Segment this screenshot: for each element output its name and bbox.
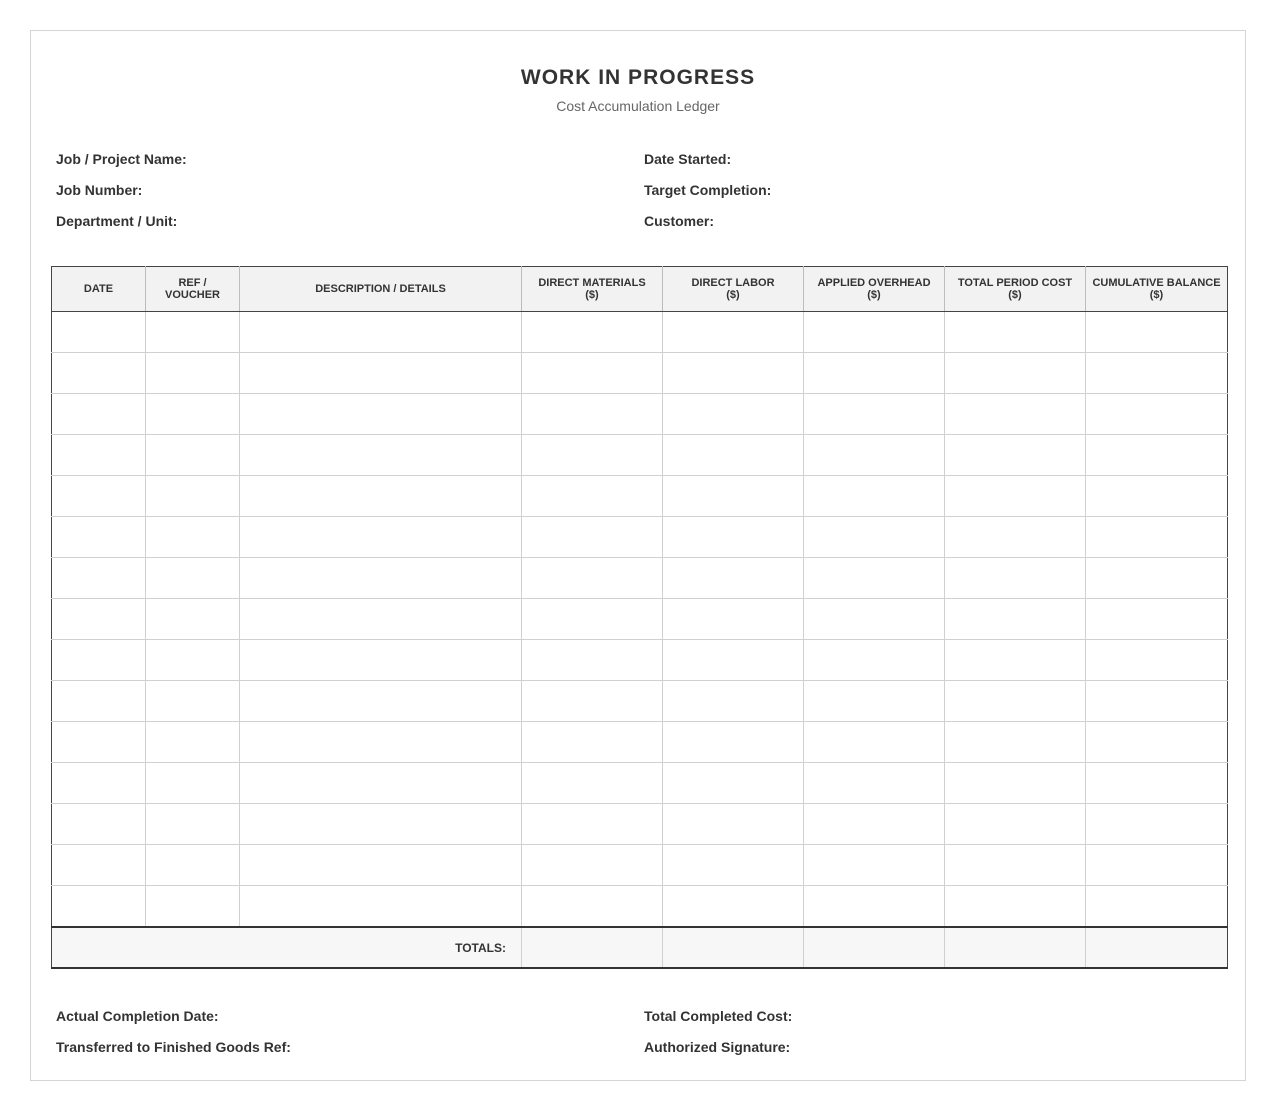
totals-label: TOTALS:	[52, 927, 522, 968]
description-cell[interactable]	[240, 517, 522, 558]
date-cell[interactable]	[52, 722, 146, 763]
ref-voucher-cell[interactable]	[146, 722, 240, 763]
cumulative-balance-cell[interactable]	[1086, 476, 1228, 517]
date-cell[interactable]	[52, 312, 146, 353]
date-cell[interactable]	[52, 804, 146, 845]
total-period-cost-cell[interactable]	[945, 886, 1086, 928]
applied-overhead-cell[interactable]	[804, 312, 945, 353]
actual-completion-date-label: Actual Completion Date:	[56, 1008, 219, 1024]
cumulative-balance-cell[interactable]	[1086, 435, 1228, 476]
description-cell[interactable]	[240, 640, 522, 681]
ref-voucher-cell[interactable]	[146, 845, 240, 886]
table-row	[52, 599, 1228, 640]
job-project-name-label: Job / Project Name:	[56, 151, 187, 167]
totals-direct-labor-cell[interactable]	[663, 927, 804, 968]
direct-labor-cell[interactable]	[663, 312, 804, 353]
total-period-cost-cell[interactable]	[945, 763, 1086, 804]
ref-voucher-cell[interactable]	[146, 312, 240, 353]
total-period-cost-cell[interactable]	[945, 722, 1086, 763]
direct-materials-cell[interactable]	[522, 394, 663, 435]
direct-labor-cell[interactable]	[663, 476, 804, 517]
table-row	[52, 804, 1228, 845]
total-period-cost-cell[interactable]	[945, 681, 1086, 722]
table-row	[52, 517, 1228, 558]
total-period-cost-cell[interactable]	[945, 599, 1086, 640]
ledger-sheet	[30, 30, 1246, 1081]
applied-overhead-cell[interactable]	[804, 763, 945, 804]
page-subtitle: Cost Accumulation Ledger	[556, 98, 720, 114]
cumulative-balance-cell[interactable]	[1086, 763, 1228, 804]
cumulative-balance-cell[interactable]	[1086, 886, 1228, 928]
cumulative-balance-cell[interactable]	[1086, 558, 1228, 599]
table-row	[52, 312, 1228, 353]
date-cell[interactable]	[52, 640, 146, 681]
direct-materials-cell[interactable]	[522, 558, 663, 599]
authorized-signature-label: Authorized Signature:	[644, 1039, 791, 1055]
description-cell[interactable]	[240, 312, 522, 353]
cumulative-balance-cell[interactable]	[1086, 681, 1228, 722]
description-cell[interactable]	[240, 804, 522, 845]
date-cell[interactable]	[52, 886, 146, 928]
applied-overhead-cell[interactable]	[804, 558, 945, 599]
table-row	[52, 845, 1228, 886]
direct-materials-cell[interactable]	[522, 886, 663, 928]
applied-overhead-cell[interactable]	[804, 599, 945, 640]
ref-voucher-cell[interactable]	[146, 476, 240, 517]
cumulative-balance-cell[interactable]	[1086, 353, 1228, 394]
applied-overhead-cell[interactable]	[804, 394, 945, 435]
applied-overhead-cell[interactable]	[804, 476, 945, 517]
ledger-body	[52, 312, 1228, 969]
totals-direct-materials-cell[interactable]	[522, 927, 663, 968]
date-cell[interactable]	[52, 435, 146, 476]
applied-overhead-cell[interactable]	[804, 845, 945, 886]
total-period-cost-cell[interactable]	[945, 804, 1086, 845]
totals-cumulative-balance-cell[interactable]	[1086, 927, 1228, 968]
direct-labor-cell[interactable]	[663, 804, 804, 845]
cost-ledger-table	[51, 266, 1228, 969]
total-period-cost-cell[interactable]	[945, 845, 1086, 886]
direct-labor-cell[interactable]	[663, 558, 804, 599]
target-completion-label: Target Completion:	[644, 182, 772, 198]
total-period-cost-cell[interactable]	[945, 394, 1086, 435]
description-cell[interactable]	[240, 599, 522, 640]
direct-labor-cell[interactable]	[663, 435, 804, 476]
transferred-to-finished-goods-ref-label: Transferred to Finished Goods Ref:	[56, 1039, 291, 1055]
direct-materials-cell[interactable]	[522, 435, 663, 476]
date-cell[interactable]	[52, 599, 146, 640]
direct-materials-cell[interactable]	[522, 353, 663, 394]
applied-overhead-cell[interactable]	[804, 681, 945, 722]
total-period-cost-cell[interactable]	[945, 558, 1086, 599]
column-header-direct-labor: DIRECT LABOR ($)	[663, 267, 804, 312]
direct-labor-cell[interactable]	[663, 517, 804, 558]
cumulative-balance-cell[interactable]	[1086, 394, 1228, 435]
description-cell[interactable]	[240, 845, 522, 886]
table-header-row	[52, 267, 1228, 312]
total-period-cost-cell[interactable]	[945, 476, 1086, 517]
total-completed-cost-label: Total Completed Cost:	[644, 1008, 793, 1024]
total-period-cost-cell[interactable]	[945, 517, 1086, 558]
description-cell[interactable]	[240, 394, 522, 435]
direct-materials-cell[interactable]	[522, 312, 663, 353]
description-cell[interactable]	[240, 476, 522, 517]
date-cell[interactable]	[52, 353, 146, 394]
page-title: WORK IN PROGRESS	[520, 66, 756, 89]
table-row	[52, 394, 1228, 435]
direct-labor-cell[interactable]	[663, 763, 804, 804]
ref-voucher-cell[interactable]	[146, 804, 240, 845]
ref-voucher-cell[interactable]	[146, 599, 240, 640]
customer-label: Customer:	[644, 213, 715, 229]
total-period-cost-cell[interactable]	[945, 640, 1086, 681]
direct-materials-cell[interactable]	[522, 681, 663, 722]
direct-labor-cell[interactable]	[663, 722, 804, 763]
direct-labor-cell[interactable]	[663, 599, 804, 640]
total-period-cost-cell[interactable]	[945, 312, 1086, 353]
description-cell[interactable]	[240, 681, 522, 722]
date-cell[interactable]	[52, 476, 146, 517]
column-header-ref-voucher: REF / VOUCHER	[146, 267, 240, 312]
direct-labor-cell[interactable]	[663, 640, 804, 681]
direct-materials-cell[interactable]	[522, 640, 663, 681]
description-cell[interactable]	[240, 435, 522, 476]
ref-voucher-cell[interactable]	[146, 763, 240, 804]
column-header-cumulative-balance: CUMULATIVE BALANCE ($)	[1086, 267, 1228, 312]
direct-materials-cell[interactable]	[522, 804, 663, 845]
cumulative-balance-cell[interactable]	[1086, 722, 1228, 763]
cumulative-balance-cell[interactable]	[1086, 845, 1228, 886]
totals-row	[52, 927, 1228, 968]
ref-voucher-cell[interactable]	[146, 681, 240, 722]
applied-overhead-cell[interactable]	[804, 353, 945, 394]
description-cell[interactable]	[240, 886, 522, 928]
direct-labor-cell[interactable]	[663, 681, 804, 722]
applied-overhead-cell[interactable]	[804, 804, 945, 845]
totals-applied-overhead-cell[interactable]	[804, 927, 945, 968]
direct-materials-cell[interactable]	[522, 763, 663, 804]
cumulative-balance-cell[interactable]	[1086, 640, 1228, 681]
ref-voucher-cell[interactable]	[146, 886, 240, 928]
date-cell[interactable]	[52, 845, 146, 886]
job-number-label: Job Number:	[56, 182, 143, 198]
table-row	[52, 558, 1228, 599]
applied-overhead-cell[interactable]	[804, 517, 945, 558]
direct-labor-cell[interactable]	[663, 886, 804, 928]
date-cell[interactable]	[52, 558, 146, 599]
cumulative-balance-cell[interactable]	[1086, 517, 1228, 558]
ref-voucher-cell[interactable]	[146, 558, 240, 599]
total-period-cost-cell[interactable]	[945, 435, 1086, 476]
direct-materials-cell[interactable]	[522, 476, 663, 517]
total-period-cost-cell[interactable]	[945, 353, 1086, 394]
direct-materials-cell[interactable]	[522, 722, 663, 763]
description-cell[interactable]	[240, 763, 522, 804]
date-cell[interactable]	[52, 394, 146, 435]
table-row	[52, 886, 1228, 928]
cumulative-balance-cell[interactable]	[1086, 312, 1228, 353]
table-row	[52, 722, 1228, 763]
direct-labor-cell[interactable]	[663, 394, 804, 435]
direct-materials-cell[interactable]	[522, 845, 663, 886]
column-header-applied-overhead: APPLIED OVERHEAD ($)	[804, 267, 945, 312]
ref-voucher-cell[interactable]	[146, 640, 240, 681]
cumulative-balance-cell[interactable]	[1086, 804, 1228, 845]
date-started-label: Date Started:	[644, 151, 732, 167]
date-cell[interactable]	[52, 763, 146, 804]
applied-overhead-cell[interactable]	[804, 640, 945, 681]
direct-materials-cell[interactable]	[522, 599, 663, 640]
direct-labor-cell[interactable]	[663, 353, 804, 394]
date-cell[interactable]	[52, 681, 146, 722]
description-cell[interactable]	[240, 558, 522, 599]
direct-labor-cell[interactable]	[663, 845, 804, 886]
totals-total-period-cost-cell[interactable]	[945, 927, 1086, 968]
applied-overhead-cell[interactable]	[804, 722, 945, 763]
column-header-date: DATE	[52, 267, 146, 312]
column-header-direct-materials: DIRECT MATERIALS ($)	[522, 267, 663, 312]
ref-voucher-cell[interactable]	[146, 353, 240, 394]
table-row	[52, 476, 1228, 517]
applied-overhead-cell[interactable]	[804, 886, 945, 928]
cumulative-balance-cell[interactable]	[1086, 599, 1228, 640]
table-row	[52, 435, 1228, 476]
ref-voucher-cell[interactable]	[146, 394, 240, 435]
description-cell[interactable]	[240, 722, 522, 763]
applied-overhead-cell[interactable]	[804, 435, 945, 476]
date-cell[interactable]	[52, 517, 146, 558]
table-row	[52, 640, 1228, 681]
ref-voucher-cell[interactable]	[146, 435, 240, 476]
table-row	[52, 353, 1228, 394]
table-row	[52, 681, 1228, 722]
column-header-description: DESCRIPTION / DETAILS	[240, 267, 522, 312]
table-row	[52, 763, 1228, 804]
department-unit-label: Department / Unit:	[56, 213, 178, 229]
column-header-total-period-cost: TOTAL PERIOD COST ($)	[945, 267, 1086, 312]
direct-materials-cell[interactable]	[522, 517, 663, 558]
description-cell[interactable]	[240, 353, 522, 394]
ref-voucher-cell[interactable]	[146, 517, 240, 558]
